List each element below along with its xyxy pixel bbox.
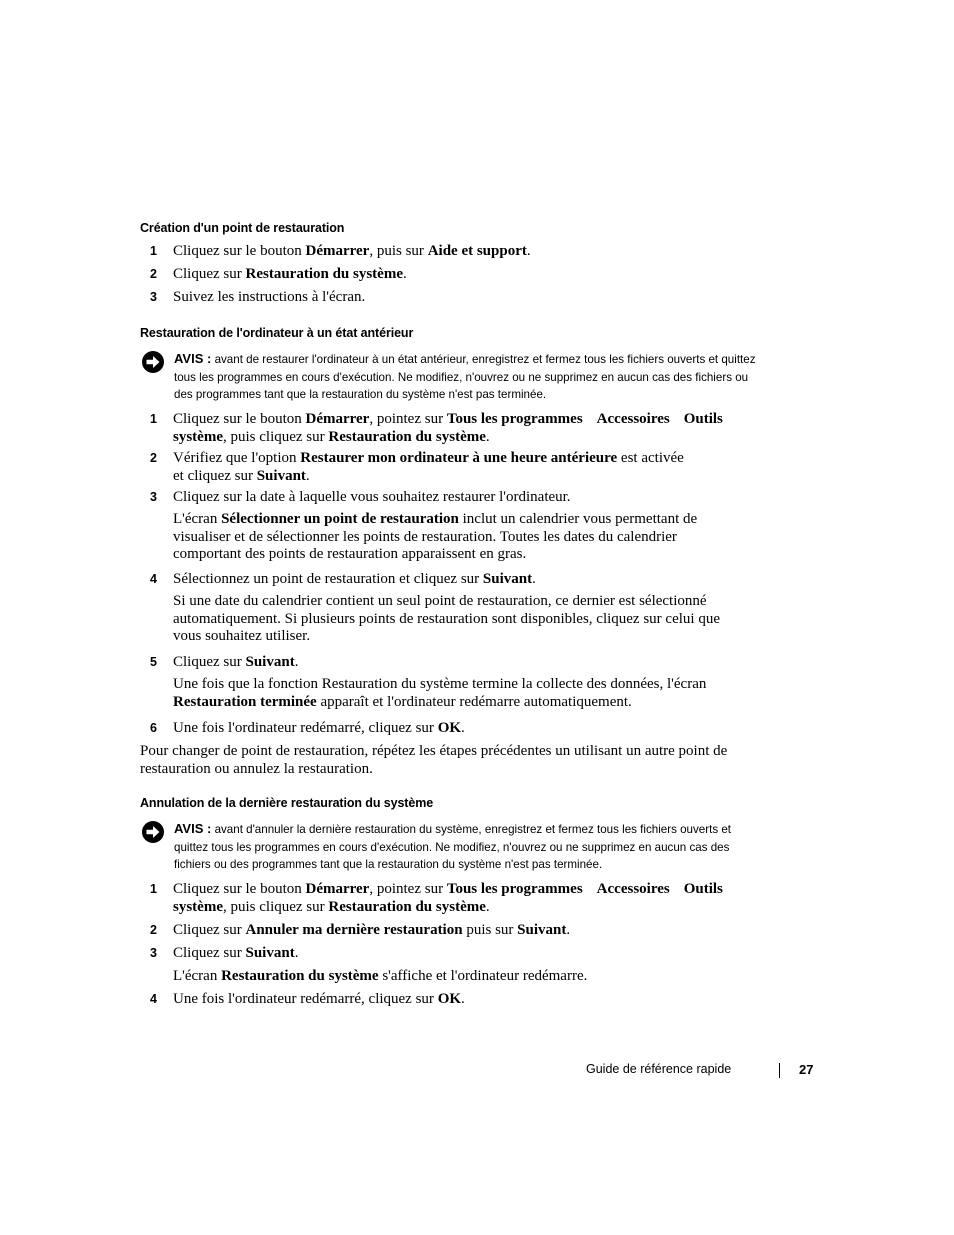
footer-title: Guide de référence rapide [586, 1062, 732, 1076]
step-number: 4 [150, 572, 157, 586]
step-text: Cliquez sur Annuler ma dernière restauration puis sur Suivant. [173, 922, 571, 938]
section-heading-create-restore-point: Création d'un point de restauration [140, 221, 345, 235]
step-text: Cliquez sur Suivant. [173, 945, 299, 961]
notice-label: AVIS : [174, 821, 212, 836]
step-number: 1 [150, 244, 157, 258]
notice-text: AVIS : avant d'annuler la dernière restauration du système, enregistrez et fermez tous les fichiers ouverts et quittez tous les programmes en cours d'exécution. Ne modifiez, n'ouvrez ou ne supprimez en aucun cas des fichiers ou des programmes tant que la restauration du système n'est pas terminée. [174, 821, 732, 871]
step-number: 3 [150, 946, 157, 960]
step-text: Une fois l'ordinateur redémarré, cliquez sur OK. [173, 720, 465, 736]
step-number: 1 [150, 882, 157, 896]
step-paragraph: L'écran Restauration du système s'affiche et l'ordinateur redémarre. [173, 968, 588, 984]
step-paragraph: Une fois que la fonction Restauration du système termine la collecte des données, l'écran Restauration terminée apparaît et l'ordinateur redémarre automatiquement. [173, 676, 707, 710]
step-paragraph: L'écran Sélectionner un point de restauration inclut un calendrier vous permettant de visualiser et de sélectionner les points de restauration. Toutes les dates du calendrier comportant des points de restauration apparaissent en gras. [173, 511, 698, 562]
notice-arrow-icon [141, 350, 165, 374]
section-heading-restore-computer: Restauration de l'ordinateur à un état antérieur [140, 326, 414, 340]
step-text: Cliquez sur le bouton Démarrer, pointez sur Tous les programmes Accessoires Outils système, puis cliquez sur Restauration du système. [173, 881, 723, 915]
step-number: 4 [150, 992, 157, 1006]
notice-arrow-icon [141, 820, 165, 844]
page-number: 27 [799, 1062, 814, 1077]
closing-paragraph: Pour changer de point de restauration, répétez les étapes précédentes un utilisant un autre point de restauration ou annulez la restauration. [140, 743, 728, 777]
step-number: 1 [150, 412, 157, 426]
step-text: Vérifiez que l'option Restaurer mon ordinateur à une heure antérieure est activée et cliquez sur Suivant. [173, 450, 684, 484]
step-number: 3 [150, 290, 157, 304]
step-text: Suivez les instructions à l'écran. [173, 289, 366, 305]
notice-label: AVIS : [174, 351, 212, 366]
step-text: Cliquez sur le bouton Démarrer, pointez sur Tous les programmes Accessoires Outils système, puis cliquez sur Restauration du système. [173, 411, 723, 445]
step-number: 3 [150, 490, 157, 504]
step-number: 2 [150, 267, 157, 281]
step-text: Cliquez sur Restauration du système. [173, 266, 407, 282]
step-text: Sélectionnez un point de restauration et cliquez sur Suivant. [173, 571, 536, 587]
step-number: 6 [150, 721, 157, 735]
step-number: 2 [150, 451, 157, 465]
step-number: 5 [150, 655, 157, 669]
step-text: Une fois l'ordinateur redémarré, cliquez sur OK. [173, 991, 465, 1007]
step-number: 2 [150, 923, 157, 937]
step-text: Cliquez sur Suivant. [173, 654, 299, 670]
section-heading-undo-restore: Annulation de la dernière restauration du système [140, 796, 434, 810]
footer-divider [779, 1063, 780, 1078]
step-paragraph: Si une date du calendrier contient un seul point de restauration, ce dernier est sélectionné automatiquement. Si plusieurs points de restauration sont disponibles, cliquez sur celui que vous souhaitez utiliser. [173, 593, 720, 644]
step-text: Cliquez sur le bouton Démarrer, puis sur Aide et support. [173, 243, 531, 259]
notice-text: AVIS : avant de restaurer l'ordinateur à un état antérieur, enregistrez et fermez tous les fichiers ouverts et quittez tous les programmes en cours d'exécution. Ne modifiez, n'ouvrez ou ne supprimez en aucun cas des fichiers ou des programmes tant que la restauration du système n'est pas terminée. [174, 351, 756, 401]
step-text: Cliquez sur la date à laquelle vous souhaitez restaurer l'ordinateur. [173, 489, 571, 505]
